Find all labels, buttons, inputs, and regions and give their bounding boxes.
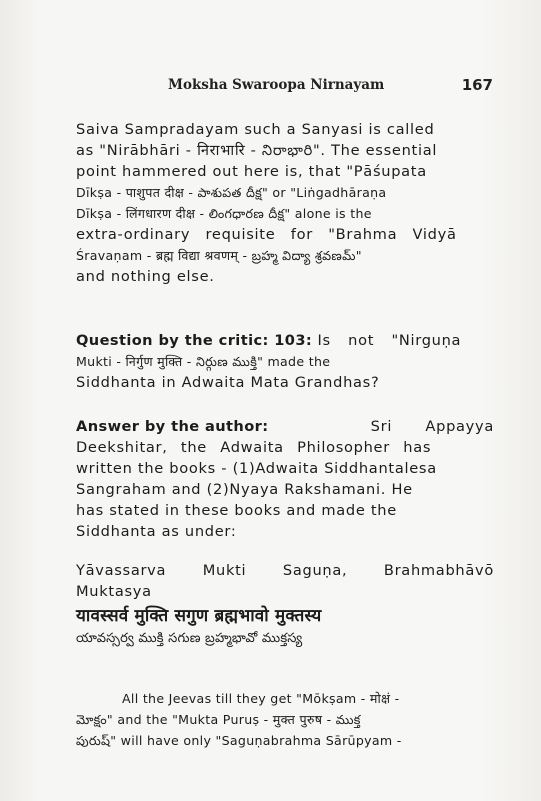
text-line: Dīkṣa - लिंगधारण दीक्ष - లింగధారణ దీక్ష" alone is the: [76, 206, 372, 221]
verse-word: Yāvassarva: [76, 562, 167, 579]
text-line: [76, 416, 494, 437]
question-block: [76, 330, 494, 393]
text-line: Mukti - निर्गुण मुक्ति - నిర్గుణ ముక్తి" made the: [76, 354, 331, 369]
answer-label: Answer by the author:: [76, 418, 269, 435]
verse-word: Brahmabhāvō: [383, 562, 494, 579]
text-line: [76, 330, 494, 351]
paragraph-nirabhari: [76, 119, 494, 287]
text-line: and nothing else.: [76, 268, 215, 285]
text-line: Muktasya: [76, 583, 152, 600]
text-line: has stated in these books and made the: [76, 502, 397, 519]
verse-transliteration: [76, 560, 494, 602]
text-line: as "Nirābhāri - निराभारि - నిరాభారి". The essential: [76, 142, 438, 159]
text-line: [76, 560, 494, 581]
question-label: Question by the critic: 103:: [76, 332, 313, 349]
text-line: All the Jeevas till they get "Mōkṣam - मोक्षं -: [122, 691, 400, 706]
text-line: Dīkṣa - पाशुपत दीक्ष - పాశుపత దీక్ష" or "Liṅgadhāraṇa: [76, 185, 387, 200]
text-fragment: Is not "Nirguṇa: [317, 332, 462, 349]
verse-devanagari: यावस्सर्व मुक्ति सगुण ब्रह्मभावो मुक्तस्य: [76, 606, 322, 626]
text-line: extra-ordinary requisite for "Brahma Vidyā: [76, 226, 457, 243]
text-line: Śravaṇam - ब्रह्म विद्या श्रवणम् - బ్రహ్మ విద్యా శ్రవణమ్": [76, 248, 362, 263]
text-line: point hammered out here is, that "Pāśupata: [76, 163, 427, 180]
text-line: మోక్షం" and the "Mukta Puruṣ - मुक्त पुरुष - ముక్త: [76, 712, 361, 727]
paragraph-jeevas: [76, 688, 494, 751]
text-line: Sangraham and (2)Nyaya Rakshamani. He: [76, 481, 413, 498]
text-line: Deekshitar, the Adwaita Philosopher has: [76, 439, 432, 456]
verse-word: Saguṇa,: [282, 562, 348, 579]
page-number: 167: [461, 76, 493, 94]
running-header: [0, 74, 541, 98]
verse-telugu: యావస్సర్వ ముక్తి సగుణ బ్రహ్మభావో ముక్తస్య: [76, 631, 303, 646]
text-line: Siddhanta as under:: [76, 523, 237, 540]
text-fragment: Sri Appayya: [370, 418, 494, 435]
answer-block: [76, 416, 494, 542]
text-line: Siddhanta in Adwaita Mata Grandhas?: [76, 374, 380, 391]
verse-word: Mukti: [202, 562, 247, 579]
text-line: పురుష్" will have only "Saguṇabrahma Sārūpyam -: [76, 733, 402, 748]
chapter-title: Moksha Swaroopa Nirnayam: [168, 77, 385, 93]
text-line: Saiva Sampradayam such a Sanyasi is called: [76, 121, 435, 138]
text-line: written the books - (1)Adwaita Siddhantalesa: [76, 460, 437, 477]
